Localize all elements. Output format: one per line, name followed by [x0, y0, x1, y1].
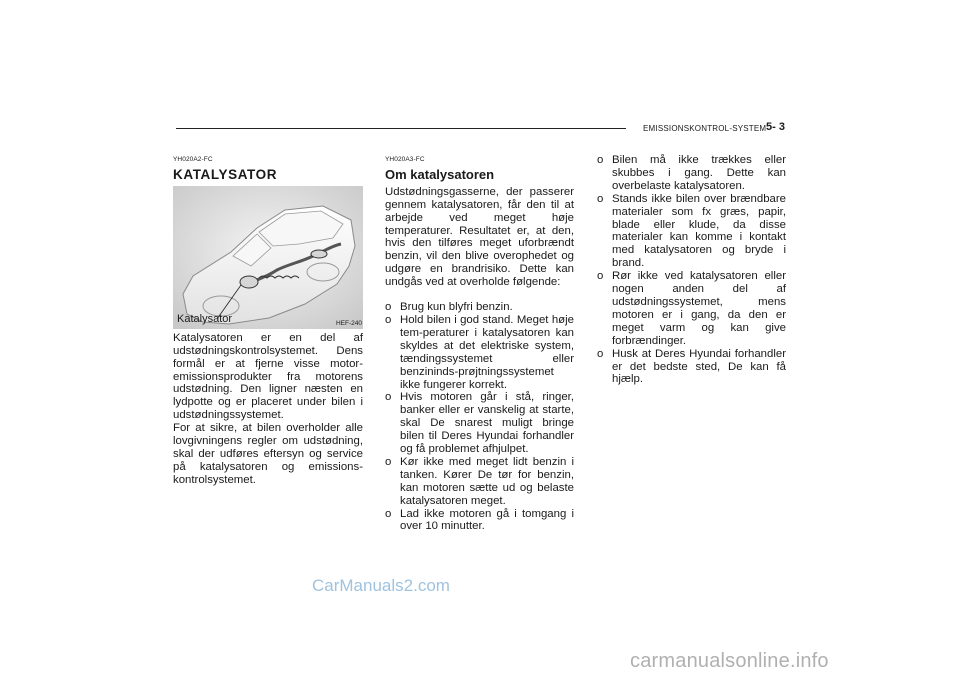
- list-item: [385, 456, 574, 508]
- list-item-text: Husk at Deres Hyundai forhandler er det bedste sted, De kan få hjælp.: [612, 347, 786, 386]
- list-item: [597, 154, 786, 193]
- car-cutaway-illustration: [173, 186, 363, 329]
- list-item: [385, 391, 574, 456]
- list-item: [385, 314, 574, 391]
- bullet-marker: o: [597, 192, 604, 205]
- section-heading: KATALYSATOR: [173, 166, 278, 182]
- header-rule: [176, 128, 626, 129]
- bullet-marker: o: [597, 154, 604, 166]
- paragraph: Katalysatoren er en del af udstødningskontrolsystemet. Dens formål er at fjerne visse motor-emissionsprodukter fra motorens udstødning. Den ligner næsten en lydpotte og er placeret under bilen i udstødningssystemet.: [173, 331, 363, 422]
- paragraph: For at sikre, at bilen overholder alle lovgivningens regler om udstødning, skal der udføres eftersyn og service på katalysatoren og emissions-kontrolsystemet.: [173, 422, 363, 486]
- list-item: [597, 348, 786, 387]
- section-code: YH020A2-FC: [173, 156, 213, 163]
- bullet-marker: o: [597, 347, 604, 360]
- left-column: [173, 154, 363, 487]
- precaution-list: [385, 301, 574, 533]
- list-item: [385, 508, 574, 534]
- watermark-carmanualsonline[interactable]: carmanualsonline.info: [630, 650, 829, 672]
- intro-paragraph: Udstødningsgasserne, der passerer gennem katalysatoren, får den til at arbejde ved meget høje temperaturer. Resultatet er, at den, hvis den tilføres meget uforbrændt benzin, vil den blive overophedet og udgøre en brandrisiko. Dette kan undgås ved at overholde følgende:: [385, 185, 574, 289]
- section-heading: Om katalysatoren: [385, 166, 495, 182]
- figure-code: HEF-240: [335, 319, 362, 327]
- section-code: YH020A3-FC: [385, 156, 425, 163]
- list-item: [385, 301, 574, 314]
- list-item-text: Brug kun blyfri benzin.: [400, 301, 513, 314]
- precaution-list: [597, 154, 786, 386]
- bullet-marker: o: [385, 455, 392, 468]
- catalyst-figure: [173, 186, 363, 329]
- bullet-marker: o: [385, 391, 392, 404]
- list-item-text: Stands ikke bilen over brændbare materialer som fx græs, papir, blade eller klude, da disse materialer kan komme i kontakt med katalysatoren og bryde i brand.: [612, 192, 786, 270]
- bullet-marker: o: [385, 507, 392, 520]
- middle-column: [385, 154, 574, 533]
- list-item-text: Hold bilen i god stand. Meget høje tem-peraturer i katalysatoren kan skyldes at det elektriske system, tændingssystemet eller benzininds-prøjtningssystemet ikke fungerer korrekt.: [400, 313, 574, 391]
- right-column: [597, 154, 786, 386]
- list-item: [597, 270, 786, 347]
- list-item-text: Lad ikke motoren gå i tomgang i over 10 minutter.: [400, 507, 574, 533]
- bullet-marker: o: [597, 270, 604, 283]
- list-item-text: Rør ikke ved katalysatoren eller nogen anden del af udstødningssystemet, mens motoren er i gang, da den er meget varm og kan give forbrændinger.: [612, 270, 786, 347]
- list-item: [597, 193, 786, 270]
- bullet-marker: o: [385, 313, 392, 326]
- list-item-text: Hvis motoren går i stå, ringer, banker eller er vanskelig at starte, skal De snarest muligt bringe bilen til Deres Hyundai forhandler og få problemet afhjulpet.: [400, 391, 574, 456]
- list-item-text: Bilen må ikke trækkes eller skubbes i gang. Dette kan overbelaste katalysatoren.: [612, 154, 786, 192]
- list-item-text: Kør ikke med meget lidt benzin i tanken. Kører De tør for benzin, kan motoren sætte ud og belaste katalysatoren meget.: [400, 455, 574, 507]
- page-number: 5- 3: [766, 121, 785, 133]
- bullet-marker: o: [385, 301, 392, 314]
- watermark-carmanuals2[interactable]: CarManuals2.com: [312, 576, 450, 595]
- figure-label: Katalysator: [177, 312, 233, 325]
- section-title: EMISSIONSKONTROL-SYSTEM: [643, 124, 767, 133]
